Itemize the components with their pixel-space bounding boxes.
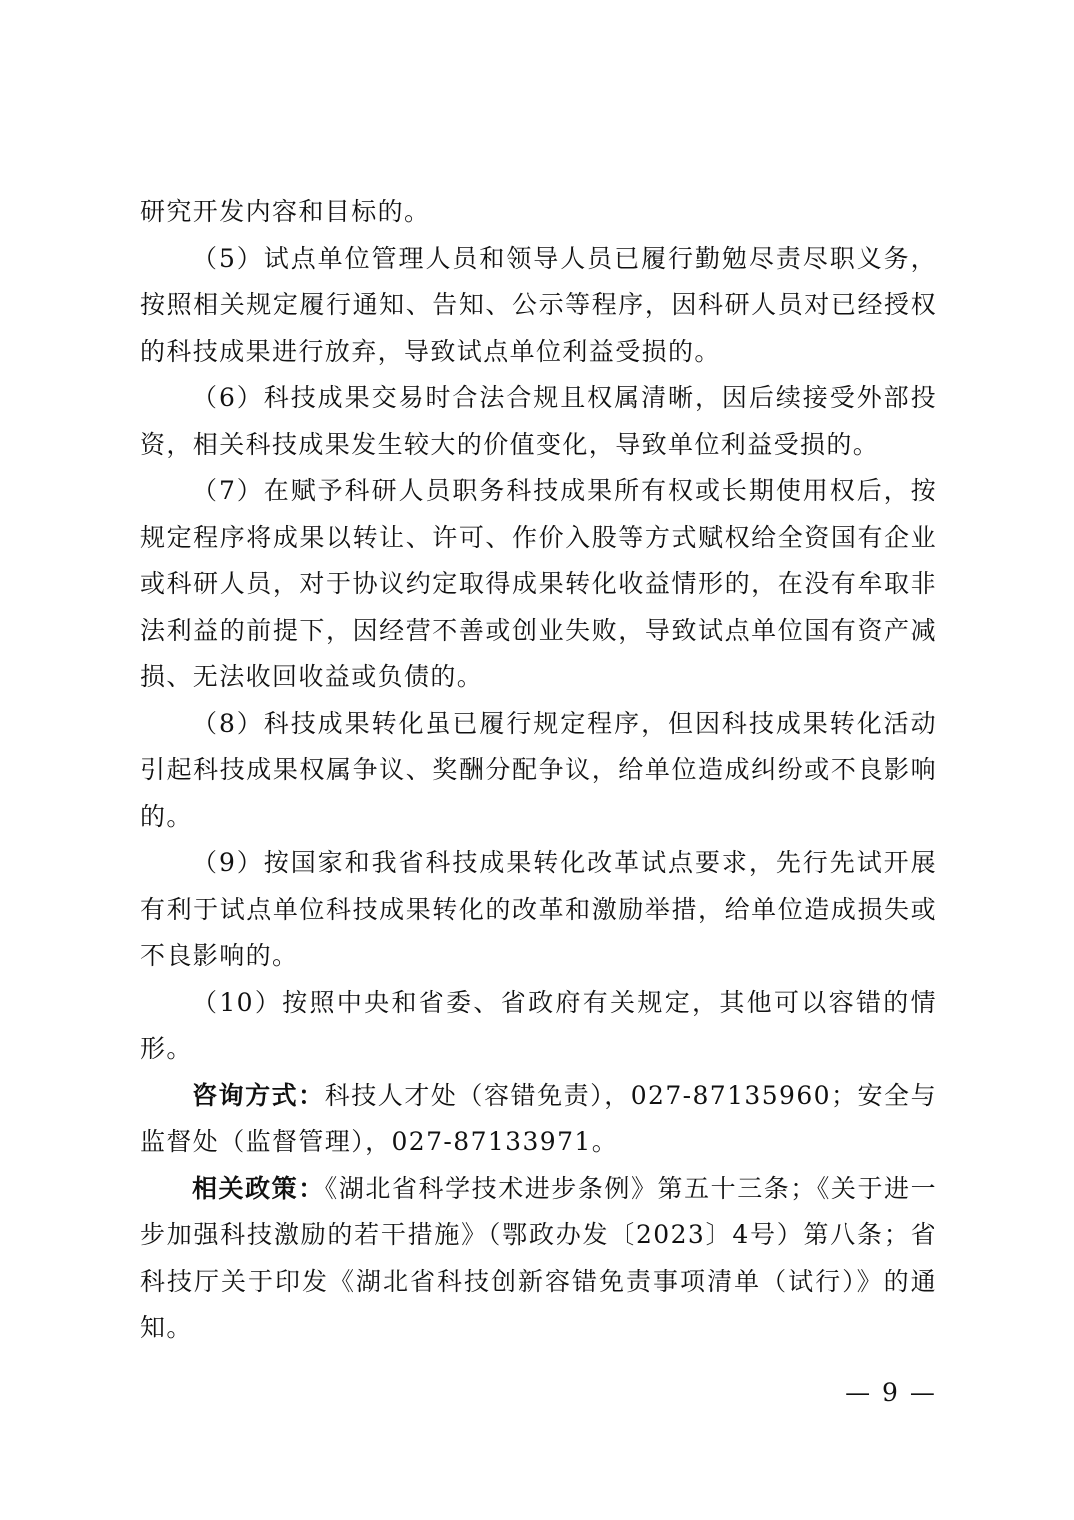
policy-text: 《湖北省科学技术进步条例》第五十三条；《关于进一步加强科技激励的若干措施》（鄂政办发〔2023〕4号）第八条；省科技厅关于印发《湖北省科技创新容错免责事项清单（试行）》的通知。 — [140, 1173, 937, 1342]
page-number: — 9 — — [845, 1378, 937, 1407]
policy-label: 相关政策： — [192, 1173, 325, 1203]
document-body — [140, 189, 937, 1352]
paragraph-item-6: （6）科技成果交易时合法合规且权属清晰，因后续接受外部投资，相关科技成果发生较大的价值变化，导致单位利益受损的。 — [140, 383, 937, 459]
paragraph-item-9: （9）按国家和我省科技成果转化改革试点要求，先行先试开展有利于试点单位科技成果转化的改革和激励举措，给单位造成损失或不良影响的。 — [140, 848, 937, 970]
policy-paragraph — [140, 1166, 937, 1352]
paragraph-continuation: 研究开发内容和目标的。 — [140, 197, 431, 226]
consultation-paragraph — [140, 1073, 937, 1166]
consultation-label: 咨询方式： — [192, 1080, 325, 1110]
consultation-text: 科技人才处（容错免责），027-87135960；安全与监督处（监督管理），027-87133971。 — [140, 1080, 937, 1156]
paragraph-item-8: （8）科技成果转化虽已履行规定程序，但因科技成果转化活动引起科技成果权属争议、奖酬分配争议，给单位造成纠纷或不良影响的。 — [140, 708, 937, 831]
paragraph-item-7: （7）在赋予科研人员职务科技成果所有权或长期使用权后，按规定程序将成果以转让、许可、作价入股等方式赋权给全资国有企业或科研人员，对于协议约定取得成果转化收益情形的，在没有牟取非法利益的前提下，因经营不善或创业失败，导致试点单位国有资产减损、无法收回收益或负债的。 — [140, 476, 937, 691]
paragraph-item-5: （5）试点单位管理人员和领导人员已履行勤勉尽责尽职义务，按照相关规定履行通知、告知、公示等程序，因科研人员对已经授权的科技成果进行放弃，导致试点单位利益受损的。 — [140, 243, 937, 366]
paragraph-item-10: （10）按照中央和省委、省政府有关规定，其他可以容错的情形。 — [140, 987, 937, 1063]
